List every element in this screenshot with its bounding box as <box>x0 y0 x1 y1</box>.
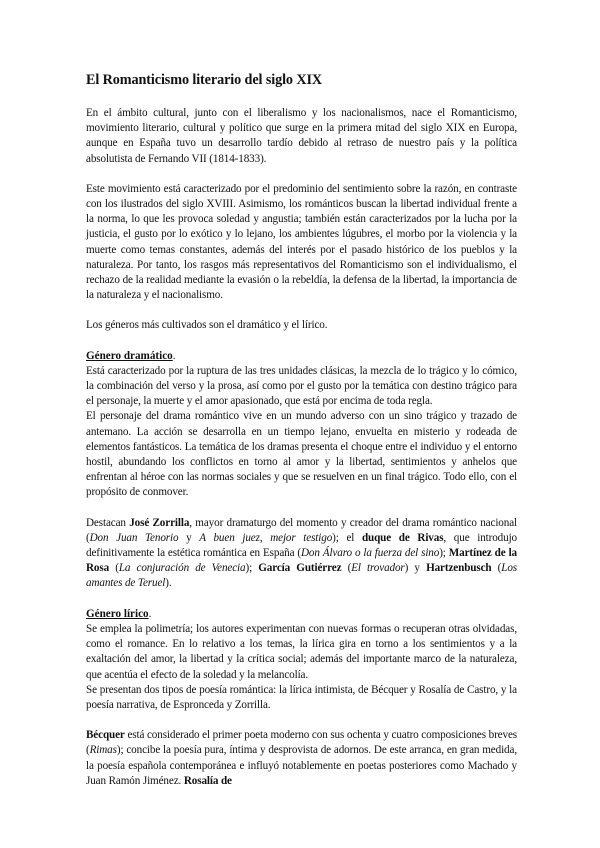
author-becquer: Bécquer <box>86 729 125 742</box>
work-don-alvaro: Don Álvaro o la fuerza del sino <box>300 547 440 560</box>
page-title: El Romanticismo literario del siglo XIX <box>86 72 323 88</box>
author-zorrilla: José Zorrilla <box>129 516 190 529</box>
dramatic-authors-paragraph: Destacan José Zorrilla, mayor dramaturgo del momento y creador del drama romántico nacional (Don Juan Tenorio y A buen juez, mejor testigo); el duque de Rivas, que introdujo definitivamente la estética romántica en España (Don Álvaro o la fuerza del sino); Martínez de la Rosa (La conjuración de Venecia); García Gutiérrez (El trovador) y Hartzenbusch (Los amantes de Teruel). <box>86 516 518 590</box>
dramatic-paragraph-2: El personaje del drama romántico vive en un mundo adverso con un sino trágico y trazado de antemano. La acción se desarrolla en un tiempo lejano, envuelta en misterio y rodeada de elementos fantásticos. La temática de los dramas presenta el choque entre el individuo y el entorno hostil, abundando los conflictos en torno al amor y la libertad, sentimientos y anhelos que enfrentan al héroe con las normas sociales y que se resuelven en un final trágico. Todo ello, con el propósito de conmover. <box>86 410 517 499</box>
characteristics-paragraph: Este movimiento está caracterizado por el predominio del sentimiento sobre la razón, en contraste con los ilustrados del siglo XVIII. Asimismo, los románticos buscan la libertad individual frente a la norma, lo que les provoca soledad y angustia; también están caracterizados por la lucha por la justicia, el gusto por lo exótico y lo lejano, los ambientes lúgubres, el morbo por la violencia y la muerte como temas constantes, además del interés por el pasado histórico de los pueblos y la naturaleza. Por tanto, los rasgos más representativos del Romanticismo son el individualismo, el rechazo de la realidad mediante la evasión o la rebeldía, la defensa de la libertad, la importancia de la naturaleza y el nacionalismo. <box>86 182 517 302</box>
lyric-section <box>86 607 517 713</box>
work-rimas: Rimas <box>89 744 117 757</box>
author-martinez-de-la-rosa: Martínez de la Rosa <box>86 547 517 575</box>
lyric-heading: Género lírico. <box>86 607 152 620</box>
lyric-paragraph-2: Se presentan dos tipos de poesía romántica: la lírica intimista, de Bécquer y Rosalía de Castro, y la poesía narrativa, de Espronceda y Zorrilla. <box>86 683 517 711</box>
lyric-paragraph-1: Se emplea la polimetría; los autores experimentan con nuevas formas o recuperan otras olvidadas, como el romance. En lo relativo a los temas, la lírica gira en torno a los sentimientos y a la exaltación del amor, la libertad y la crítica social; además del importante marco de la naturaleza, que acentúa el efecto de la soledad y la melancolía. <box>86 622 517 681</box>
becquer-paragraph: Bécquer está considerado el primer poeta moderno con sus ochenta y cuatro composiciones breves (Rimas); concibe la poesía pura, íntima y desprovista de adornos. De este arranca, en gran medida, la poesía española contemporánea e influyó notablemente en poetas posteriores como Machado y Juan Ramón Jiménez. Rosalía de <box>86 729 517 787</box>
dramatic-section <box>86 349 517 501</box>
work-a-buen-juez: A buen juez, mejor testigo <box>199 531 333 544</box>
dramatic-paragraph-1: Está caracterizado por la ruptura de las tres unidades clásicas, la mezcla de lo trágico y lo cómico, la combinación del verso y la prosa, así como por el gusto por la temática con destino trágico para el personaje, la muerte y el amor apasionado, que está por encima de toda regla. <box>86 364 517 408</box>
work-don-juan-tenorio: Don Juan Tenorio <box>89 531 179 544</box>
author-garcia-gutierrez: García Gutiérrez <box>258 562 342 575</box>
author-rosalia: Rosalía de <box>183 774 232 787</box>
work-amantes-de-teruel: Los amantes de Teruel <box>86 562 517 590</box>
dramatic-heading: Género dramático. <box>86 349 176 362</box>
author-hartzenbusch: Hartzenbusch <box>426 562 492 575</box>
author-duque-de-rivas: duque de Rivas <box>361 531 444 544</box>
intro-paragraph: En el ámbito cultural, junto con el liberalismo y los nacionalismos, nace el Romanticismo, movimiento literario, cultural y político que surge en la primera mitad del siglo XIX en Europa, aunque en España tuvo un desarrollo tardío debido al retraso de nuestro país y la política absolutista de Fernando VII (1814-1833). <box>86 107 517 165</box>
genres-paragraph: Los géneros más cultivados son el dramático y el lírico. <box>86 319 328 332</box>
work-el-trovador: El trovador <box>351 562 405 575</box>
work-conjuracion-de-venecia: La conjuración de Venecia <box>118 562 246 575</box>
